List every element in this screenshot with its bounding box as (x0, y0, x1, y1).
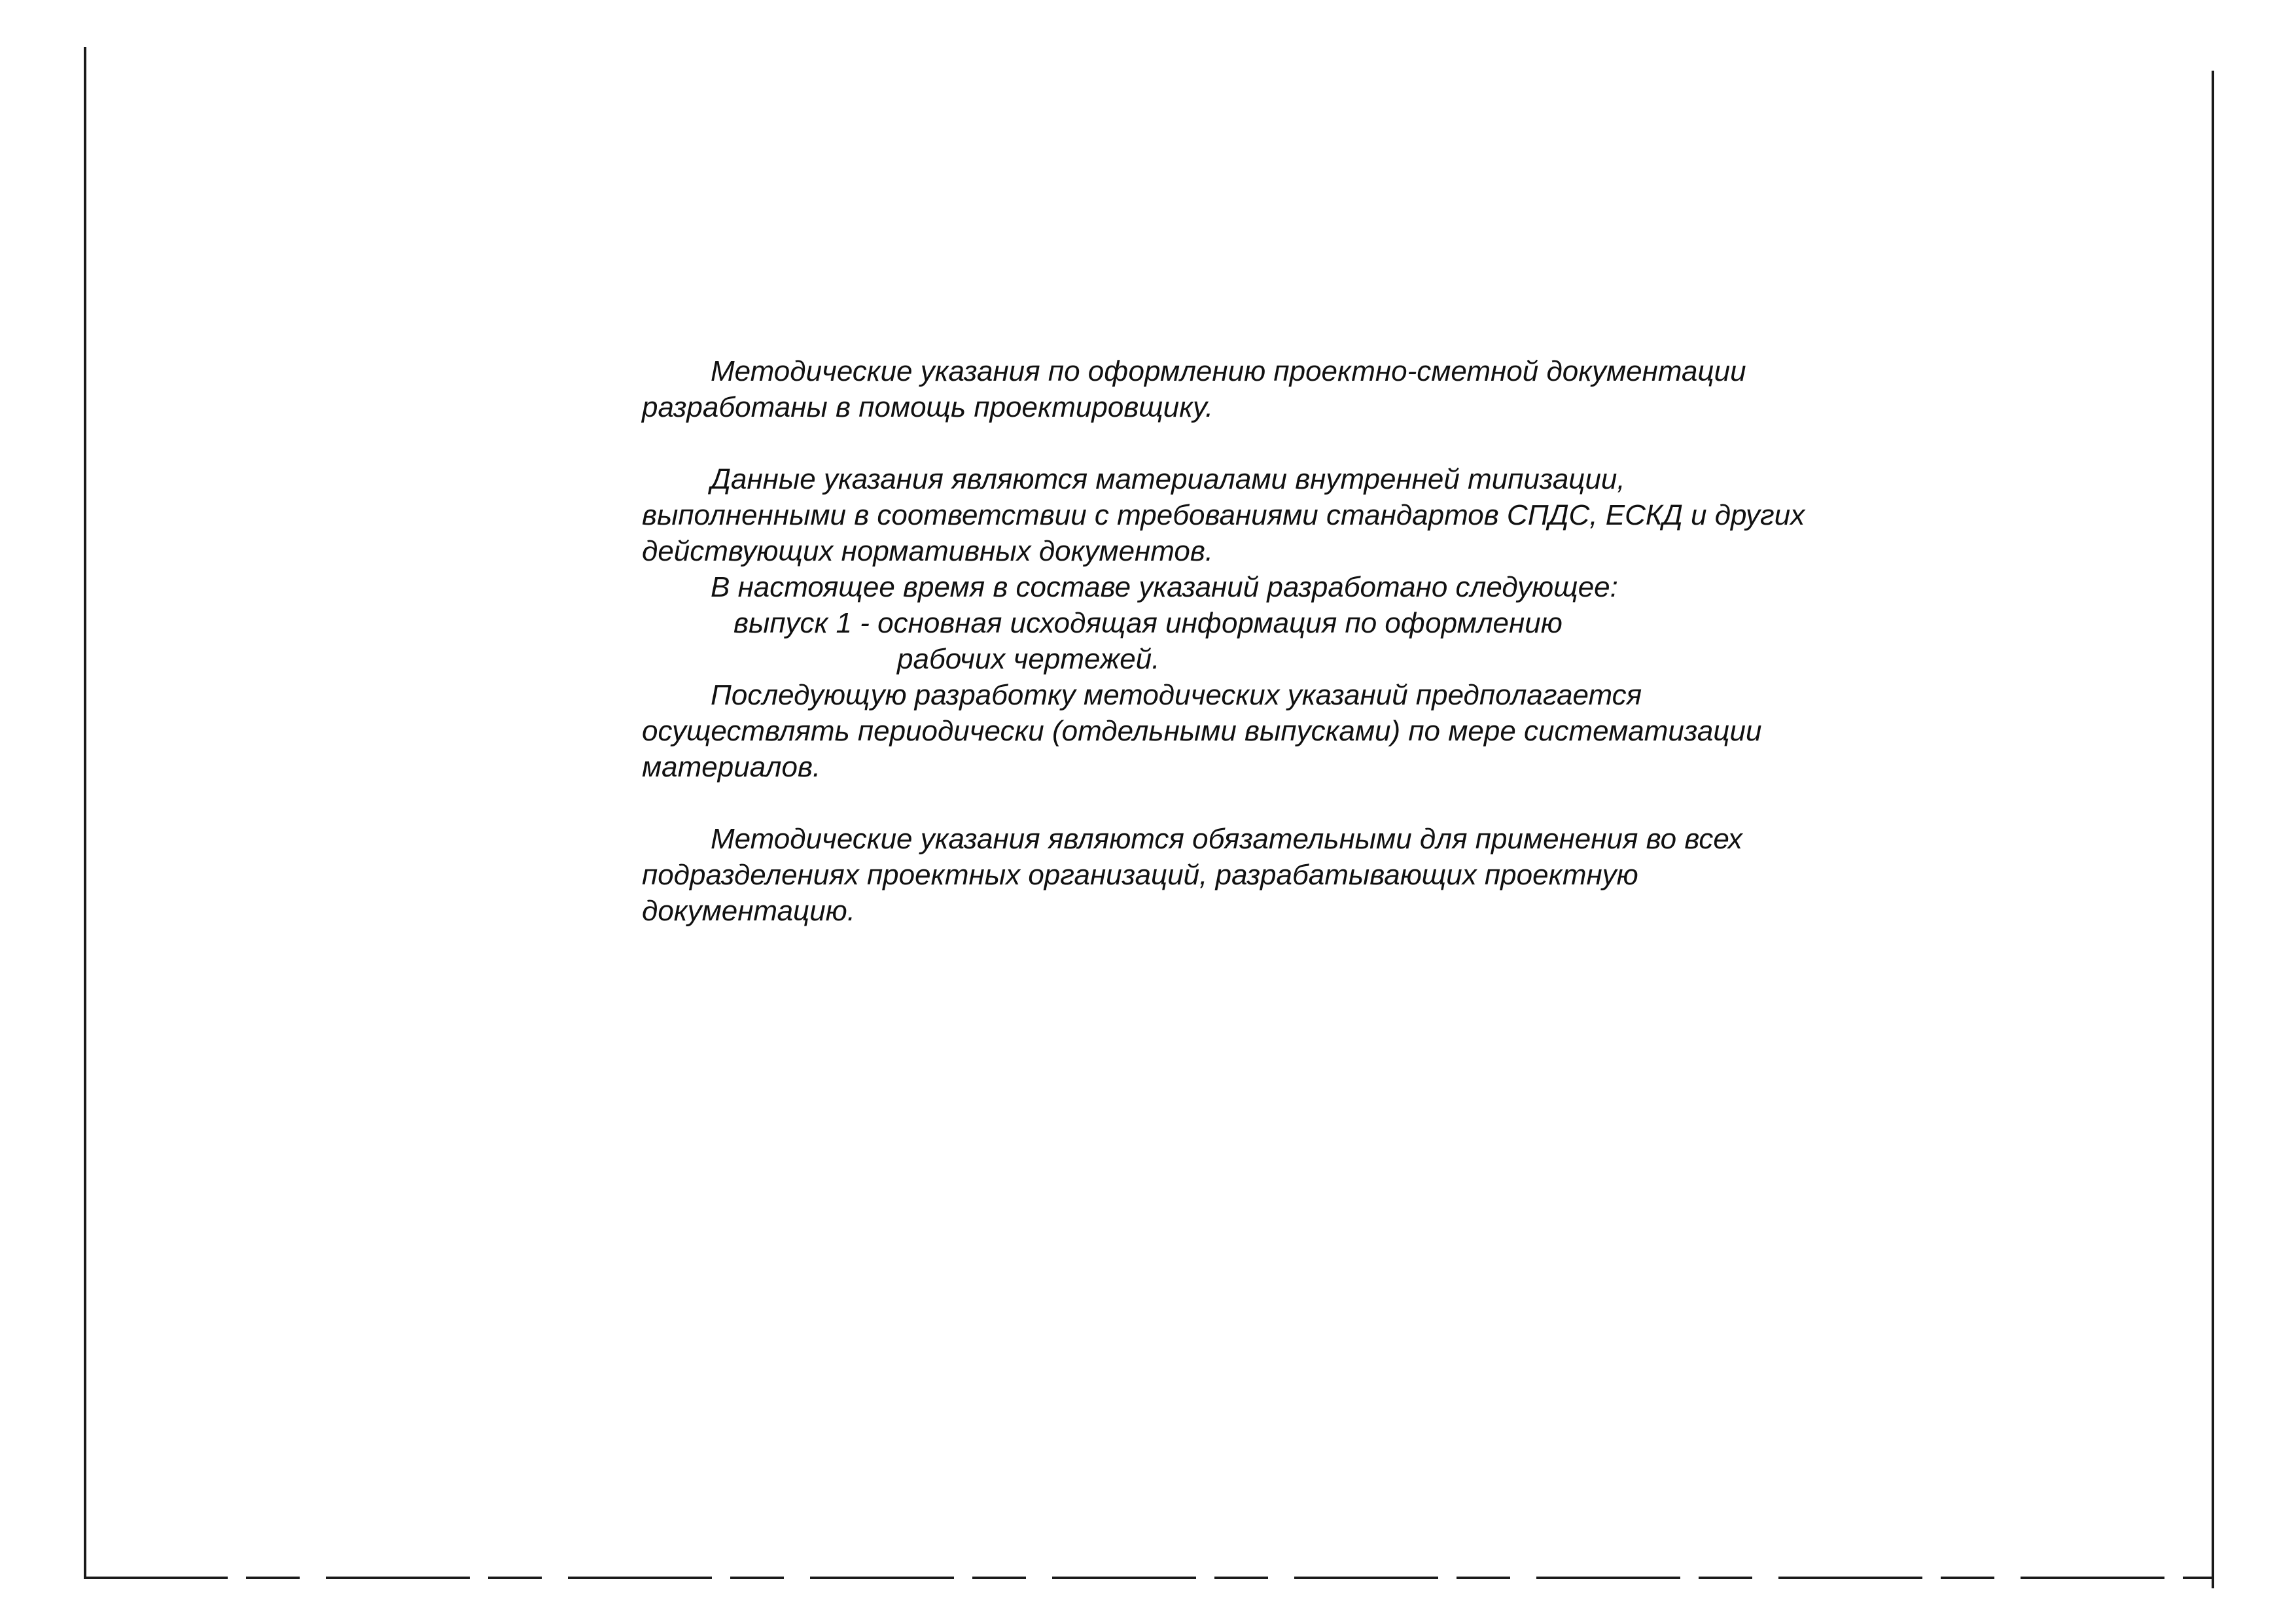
page-frame-bottom-border (84, 1577, 2214, 1579)
paragraph-purpose: Методические указания по оформлению проектно-сметной документации разработаны в помощь проектировщику. (642, 355, 1746, 423)
issue-item-line-2: рабочих чертежей. (897, 643, 1160, 675)
document-body (642, 353, 1807, 929)
paragraph-current-content: В настоящее время в составе указаний разработано следующее: (711, 571, 1618, 603)
paragraph-mandatory-use: Методические указания являются обязательными для применения во всех подразделениях проектных организаций, разрабатывающих проектную документацию. (642, 823, 1742, 927)
paragraph-standards: Данные указания являются материалами внутренней типизации, выполненными в соответствии с требованиями стандартов СПДС, ЕСКД и других действующих нормативных документов. (642, 463, 1805, 567)
paragraph-future-development: Последующую разработку методических указаний предполагается осуществлять периодически (отдельными выпусками) по мере систематизации материалов. (642, 679, 1762, 783)
page-frame-left-border (84, 47, 86, 1578)
issue-item-line-1: выпуск 1 - основная исходящая информация по оформлению (733, 607, 1563, 639)
page-frame-right-border (2212, 71, 2214, 1588)
